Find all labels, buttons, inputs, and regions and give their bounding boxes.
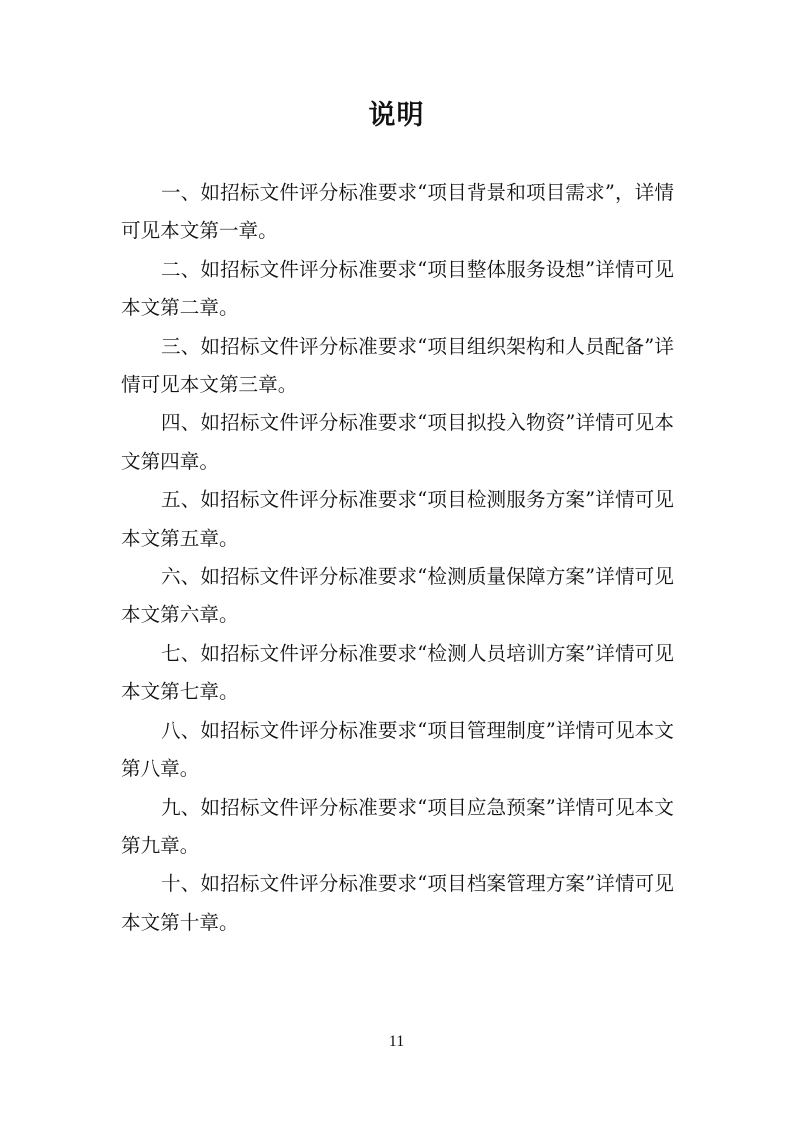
document-body	[121, 174, 674, 942]
paragraph-4: 四、如招标文件评分标准要求“项目拟投入物资”详情可见本文第四章。	[121, 411, 674, 473]
paragraph-10: 十、如招标文件评分标准要求“项目档案管理方案”详情可见本文第十章。	[121, 872, 674, 934]
paragraph-5: 五、如招标文件评分标准要求“项目检测服务方案”详情可见本文第五章。	[121, 488, 674, 550]
paragraph-6: 六、如招标文件评分标准要求“检测质量保障方案”详情可见本文第六章。	[121, 565, 674, 627]
paragraph-7: 七、如招标文件评分标准要求“检测人员培训方案”详情可见本文第七章。	[121, 641, 674, 704]
paragraph-8: 八、如招标文件评分标准要求“项目管理制度”详情可见本文第八章。	[121, 718, 674, 781]
paragraph-9: 九、如招标文件评分标准要求“项目应急预案”详情可见本文第九章。	[121, 795, 674, 857]
paragraph-2: 二、如招标文件评分标准要求“项目整体服务设想”详情可见本文第二章。	[121, 257, 674, 320]
page-title: 说明	[368, 100, 425, 131]
page-number: 11	[388, 1033, 405, 1050]
paragraph-1: 一、如招标文件评分标准要求“项目背景和项目需求”，详情可见本文第一章。	[121, 181, 674, 243]
paragraph-3: 三、如招标文件评分标准要求“项目组织架构和人员配备”详情可见本文第三章。	[121, 334, 674, 397]
